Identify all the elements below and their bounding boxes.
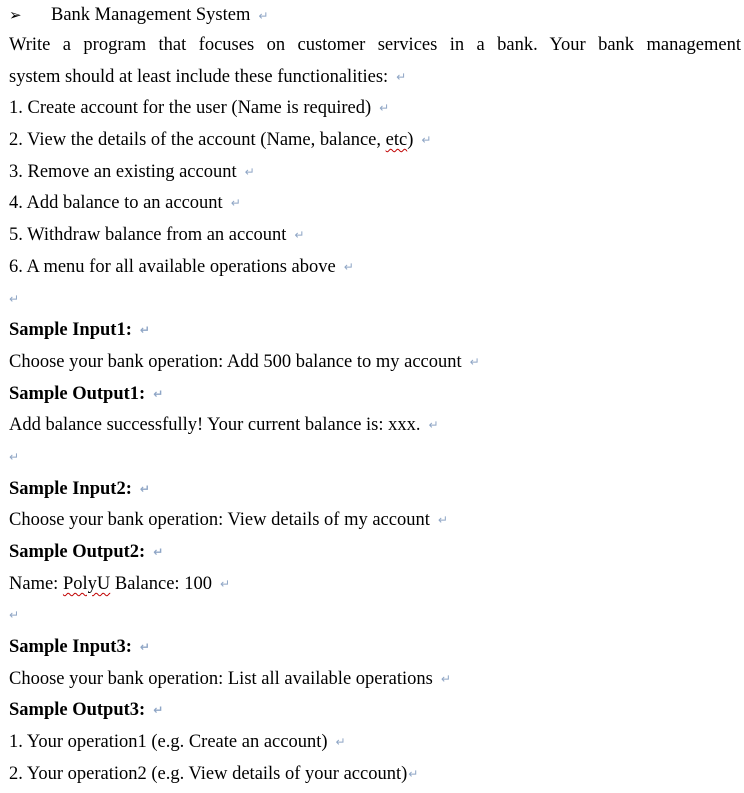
paragraph-mark-icon: ↵	[469, 354, 480, 369]
paragraph-mark-icon: ↵	[139, 640, 150, 655]
paragraph-mark-icon: ↵	[244, 164, 255, 179]
empty-paragraph	[9, 284, 741, 316]
paragraph-mark-icon: ↵	[9, 449, 20, 464]
sample-input-1-label	[9, 315, 741, 347]
heading-line	[9, 0, 741, 30]
paragraph-mark-icon: ↵	[294, 228, 305, 243]
functionality-item-2-tail: )	[407, 130, 414, 151]
paragraph-mark-icon: ↵	[440, 671, 451, 686]
functionality-item-1-text: 1. Create account for the user (Name is required)	[9, 98, 372, 119]
sample-output-2-label-text: Sample Output2:	[9, 542, 146, 563]
functionality-item-3	[9, 157, 741, 189]
sample-input-2-label-text: Sample Input2:	[9, 478, 132, 499]
sample-output-2	[9, 569, 741, 601]
paragraph-mark-icon: ↵	[335, 735, 346, 750]
sample-output-3-label	[9, 695, 741, 727]
paragraph-mark-icon: ↵	[396, 69, 407, 84]
sample-input-2-text: Choose your bank operation: View details of my account	[9, 510, 430, 531]
functionality-item-4-text: 4. Add balance to an account	[9, 193, 223, 214]
spellcheck-word: etc	[385, 130, 408, 151]
paragraph-mark-icon: ↵	[139, 323, 150, 338]
paragraph-mark-icon: ↵	[421, 133, 432, 148]
sample-input-3-label	[9, 632, 741, 664]
functionality-item-3-text: 3. Remove an existing account	[9, 161, 237, 182]
sample-input-3-text: Choose your bank operation: List all available operations	[9, 668, 433, 689]
sample-input-2-label	[9, 474, 741, 506]
sample-input-1-label-text: Sample Input1:	[9, 320, 132, 341]
paragraph-mark-icon: ↵	[139, 481, 150, 496]
functionality-item-6-text: 6. A menu for all available operations above	[9, 256, 336, 277]
sample-output-2-suffix: Balance: 100	[110, 573, 212, 594]
paragraph-mark-icon: ↵	[9, 608, 20, 623]
functionality-item-4	[9, 188, 741, 220]
sample-output-3-label-text: Sample Output3:	[9, 700, 146, 721]
arrow-bullet-icon: ➢	[9, 6, 22, 24]
paragraph-mark-icon: ↵	[230, 196, 241, 211]
functionality-item-1	[9, 93, 741, 125]
functionality-item-6	[9, 252, 741, 284]
paragraph-mark-icon: ↵	[153, 386, 164, 401]
paragraph-mark-icon: ↵	[258, 8, 269, 23]
empty-paragraph	[9, 442, 741, 474]
sample-output-2-label	[9, 537, 741, 569]
sample-output-3-line-1-text: 1. Your operation1 (e.g. Create an account)	[9, 732, 328, 753]
intro-line-2-text: system should at least include these functionalities:	[9, 66, 389, 87]
paragraph-mark-icon: ↵	[408, 766, 419, 781]
sample-output-3-line-2-text: 2. Your operation2 (e.g. View details of your account)	[9, 763, 408, 784]
sample-output-3-line-2	[9, 759, 741, 791]
intro-line-2	[9, 62, 741, 94]
sample-output-1-label	[9, 379, 741, 411]
sample-output-1	[9, 410, 741, 442]
heading-title: Bank Management System	[51, 5, 251, 25]
document-body	[9, 0, 741, 791]
functionality-item-2-text: 2. View the details of the account (Name, balance,	[9, 130, 386, 151]
spellcheck-word: PolyU	[62, 573, 111, 594]
functionality-item-5-text: 5. Withdraw balance from an account	[9, 225, 287, 246]
sample-input-1-text: Choose your bank operation: Add 500 balance to my account	[9, 351, 462, 372]
sample-input-1	[9, 347, 741, 379]
intro-line-1: Write a program that focuses on customer services in a bank. Your bank management	[9, 35, 741, 55]
sample-output-3-line-1	[9, 727, 741, 759]
sample-output-1-label-text: Sample Output1:	[9, 383, 146, 404]
paragraph-mark-icon: ↵	[428, 418, 439, 433]
sample-input-3	[9, 664, 741, 696]
paragraph-mark-icon: ↵	[153, 545, 164, 559]
sample-input-2	[9, 505, 741, 537]
functionality-item-2	[9, 125, 741, 157]
paragraph-mark-icon: ↵	[437, 513, 448, 528]
sample-input-3-label-text: Sample Input3:	[9, 637, 132, 658]
paragraph-mark-icon: ↵	[379, 101, 390, 116]
empty-paragraph	[9, 600, 741, 632]
paragraph-mark-icon: ↵	[9, 291, 20, 306]
sample-output-1-text: Add balance successfully! Your current balance is: xxx.	[9, 415, 421, 436]
paragraph-mark-icon: ↵	[343, 259, 354, 274]
paragraph-mark-icon: ↵	[219, 576, 231, 591]
sample-output-2-prefix: Name:	[9, 573, 63, 594]
functionality-item-5	[9, 220, 741, 252]
paragraph-mark-icon: ↵	[153, 703, 164, 718]
